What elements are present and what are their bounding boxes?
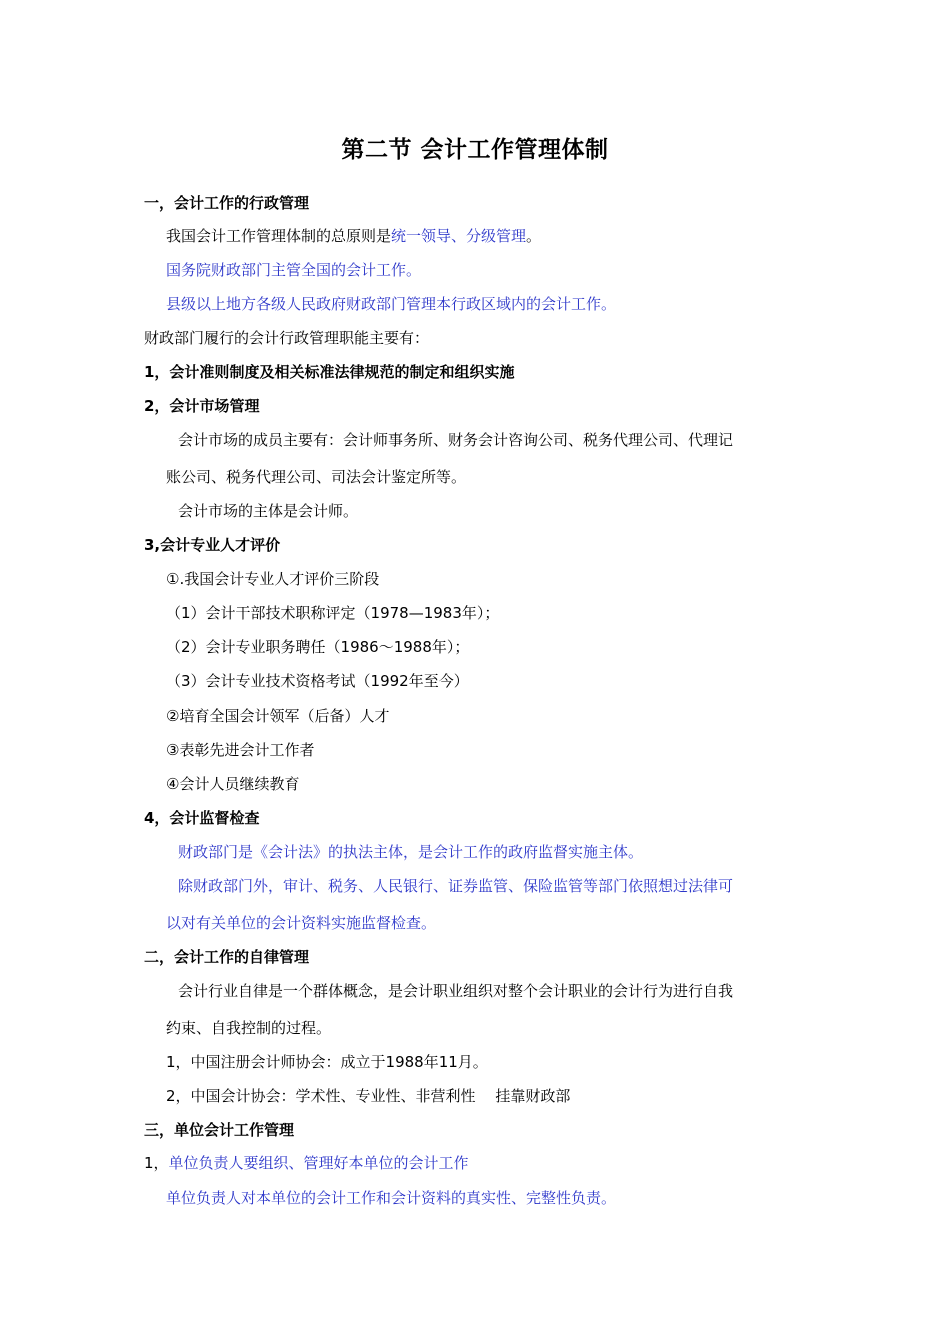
market-subject-paragraph: 会计市场的主体是会计师。	[178, 502, 359, 520]
accounting-society-item: 2，中国会计协会：学术性、专业性、非营利性 挂靠财政部	[166, 1087, 571, 1105]
subheading-market: 2，会计市场管理	[144, 397, 260, 415]
unit-head-responsibility-paragraph: 单位负责人对本单位的会计工作和会计资料的真实性、完整性负责。	[166, 1189, 617, 1207]
subheading-standards: 1，会计准则制度及相关标准法律规范的制定和组织实施	[144, 363, 515, 381]
subheading-talent-evaluation: 3,会计专业人才评价	[144, 536, 281, 554]
principle-prefix: 我国会计工作管理体制的总原则是	[166, 227, 392, 245]
market-members-line-2: 账公司、税务代理公司、司法会计鉴定所等。	[166, 468, 467, 486]
commend-workers-item: ③表彰先进会计工作者	[166, 741, 315, 759]
unit-responsibility-highlight: 单位负责人要组织、管理好本单位的会计工作	[168, 1154, 469, 1172]
leader-talent-item: ②培育全国会计领军（后备）人才	[166, 707, 390, 725]
unit-responsibility-number: 1，	[144, 1154, 169, 1172]
continuing-education-item: ④会计人员继续教育	[166, 775, 300, 793]
page-title: 第二节 会计工作管理体制	[341, 137, 609, 163]
evaluation-stage-3: （3）会计专业技术资格考试（1992年至今）	[166, 672, 469, 690]
subheading-supervision: 4，会计监督检查	[144, 809, 260, 827]
other-departments-line-2: 以对有关单位的会计资料实施监督检查。	[166, 914, 437, 932]
functions-intro: 财政部门履行的会计行政管理职能主要有：	[144, 329, 430, 347]
other-departments-line-1: 除财政部门外，审计、税务、人民银行、证券监管、保险监管等部门依照想过法律可	[178, 877, 734, 895]
section-heading-self-regulation: 二，会计工作的自律管理	[144, 948, 310, 966]
section-heading-unit-management: 三，单位会计工作管理	[144, 1121, 295, 1139]
state-council-paragraph: 国务院财政部门主管全国的会计工作。	[166, 261, 422, 279]
self-regulation-line-2: 约束、自我控制的过程。	[166, 1019, 332, 1037]
principle-suffix: 。	[526, 227, 542, 245]
principle-highlight: 统一领导、分级管理	[391, 227, 527, 245]
evaluation-stage-1: （1）会计干部技术职称评定（1978—1983年）；	[166, 604, 500, 622]
self-regulation-line-1: 会计行业自律是一个群体概念，是会计职业组织对整个会计职业的会计行为进行自我	[178, 982, 734, 1000]
section-heading-administrative: 一，会计工作的行政管理	[144, 194, 310, 212]
supervision-subject-paragraph: 财政部门是《会计法》的执法主体，是会计工作的政府监督实施主体。	[178, 843, 644, 861]
unit-responsibility-item	[144, 1153, 469, 1173]
evaluation-stages-title: ①.我国会计专业人才评价三阶段	[166, 570, 380, 588]
local-government-paragraph: 县级以上地方各级人民政府财政部门管理本行政区域内的会计工作。	[166, 295, 617, 313]
market-members-line-1: 会计市场的成员主要有：会计师事务所、财务会计咨询公司、税务代理公司、代理记	[178, 431, 734, 449]
evaluation-stage-2: （2）会计专业职务聘任（1986～1988年）；	[166, 638, 470, 656]
principle-paragraph	[166, 226, 541, 246]
cicpa-item: 1，中国注册会计师协会：成立于1988年11月。	[166, 1053, 488, 1071]
